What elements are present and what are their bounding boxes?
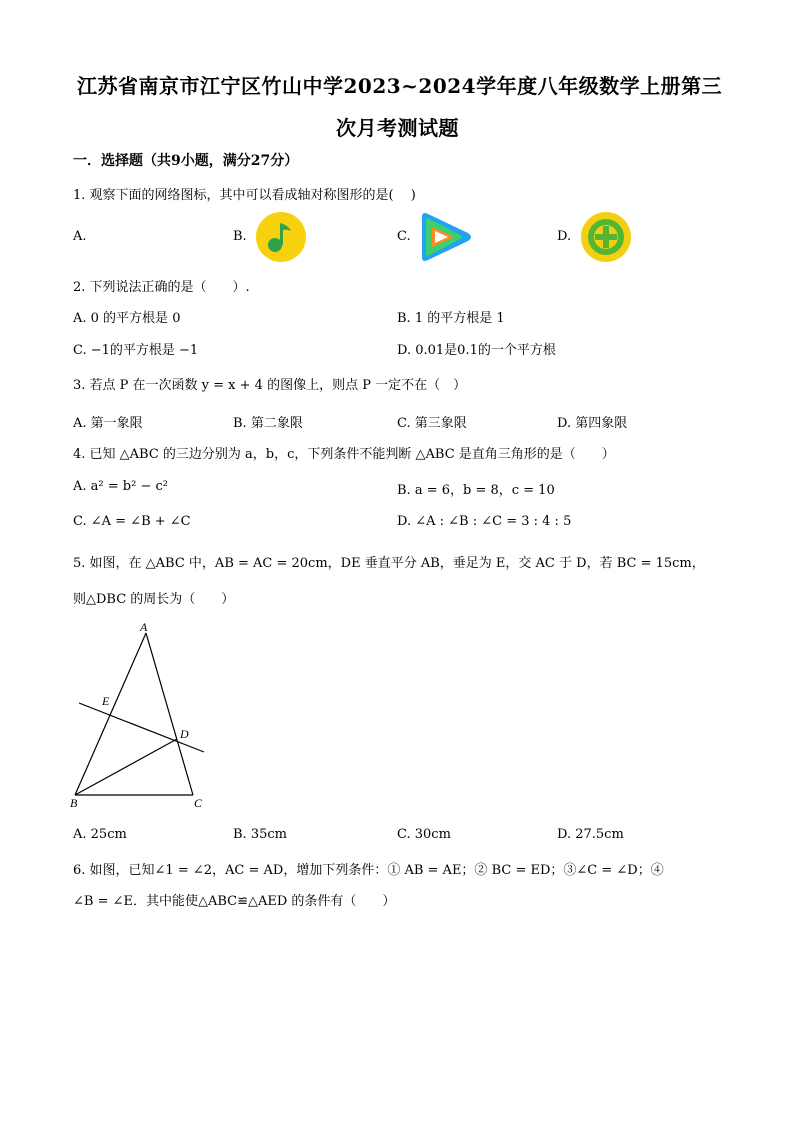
question-1: 1. 观察下面的网络图标，其中可以看成轴对称图形的是( ) [73,188,416,203]
question-5-line1: 5. 如图，在 △ABC 中，AB = AC = 20cm，DE 垂直平分 AB，垂足为 E，交 AC 于 D，若 BC = 15cm， [73,556,705,571]
q5-option-d: D. 27.5cm [557,827,624,842]
label-d: D [180,727,189,741]
q1-option-d: D. [557,229,572,244]
section-header: 一．选择题（共9小题，满分27分） [73,153,299,169]
qq-music-icon [255,211,307,263]
question-6-line2: ∠B = ∠E．其中能使△ABC≌△AED 的条件有（ ） [73,894,396,909]
q3-option-c: C. 第三象限 [397,416,467,431]
page-title-line2: 次月考测试题 [336,116,459,140]
q3-option-d: D. 第四象限 [557,416,628,431]
q4-option-d: D. ∠A : ∠B : ∠C = 3 : 4 : 5 [397,514,572,529]
label-b: B [70,796,78,810]
triangle-figure [70,615,220,815]
question-6-line1: 6. 如图，已知∠1 = ∠2，AC = AD，增加下列条件：① AB = AE；② BC = ED；③∠C = ∠D；④ [73,863,664,878]
q3-option-b: B. 第二象限 [233,416,303,431]
q5-option-b: B. 35cm [233,827,287,842]
q2-option-a: A. 0 的平方根是 0 [73,311,181,326]
q5-option-a: A. 25cm [73,827,127,842]
question-5-line2: 则△DBC 的周长为（ ） [73,592,235,607]
q2-option-b: B. 1 的平方根是 1 [397,311,505,326]
question-3: 3. 若点 P 在一次函数 y = x + 4 的图像上，则点 P 一定不在（ ） [73,378,467,393]
q2-option-d: D. 0.01是0.1的一个平方根 [397,343,556,358]
label-a: A [140,620,148,634]
q4-option-b: B. a = 6，b = 8，c = 10 [397,483,555,498]
q1-option-c: C. [397,229,411,244]
q4-option-a: A. a² = b² − c² [73,479,168,494]
360-security-icon [580,211,632,263]
page-title-line1: 江苏省南京市江宁区竹山中学2023~2024学年度八年级数学上册第三 [77,74,723,98]
q1-option-b: B. [233,229,247,244]
tencent-video-icon [416,211,474,263]
segment-bd [75,739,177,795]
q5-option-c: C. 30cm [397,827,451,842]
question-2: 2. 下列说法正确的是（ ）. [73,280,250,295]
label-c: C [194,796,203,810]
side-ac [146,633,193,795]
q3-option-a: A. 第一象限 [73,416,143,431]
q4-option-c: C. ∠A = ∠B + ∠C [73,514,191,529]
label-e: E [102,694,110,708]
side-ab [75,633,146,795]
q1-option-a: A. [73,229,87,244]
q2-option-c: C. −1的平方根是 −1 [73,343,199,358]
question-4: 4. 已知 △ABC 的三边分别为 a，b，c，下列条件不能判断 △ABC 是直角三角形的是（ ） [73,447,615,462]
